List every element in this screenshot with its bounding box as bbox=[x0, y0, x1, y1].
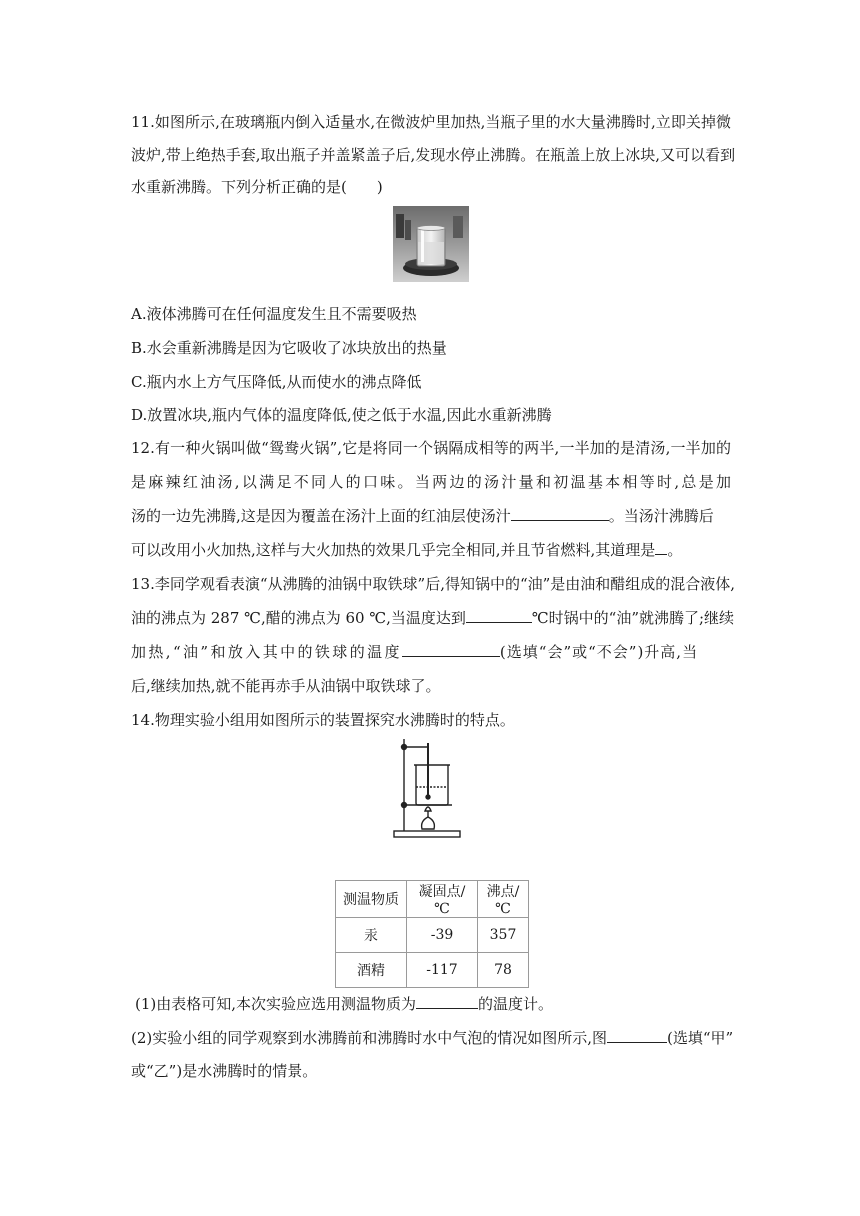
table-cell: -39 bbox=[407, 918, 478, 953]
q14-part-1-text-b: 的温度计。 bbox=[478, 995, 554, 1013]
q12-line-4-text-a: 可以改用小火加热,这样与大火加热的效果几乎完全相同,并且节省燃料,其道理是 bbox=[131, 541, 656, 559]
q12-answer-blank-1[interactable] bbox=[511, 506, 609, 521]
table-cell: 357 bbox=[478, 918, 529, 953]
q13-stem-line-3 bbox=[131, 642, 731, 662]
q13-line-3-text-b: (选填“会”或“不会”)升高,当 bbox=[499, 643, 699, 661]
q14-part-2-text-b: (选填“甲” bbox=[667, 1029, 734, 1047]
q14-part-2 bbox=[131, 1028, 734, 1048]
table-header-cell: 凝固点/℃ bbox=[407, 881, 478, 918]
q14-answer-blank-2[interactable] bbox=[607, 1028, 667, 1043]
q13-line-2-text-b: ℃时锅中的“油”就沸腾了;继续 bbox=[531, 609, 735, 627]
q14-part-1 bbox=[135, 994, 735, 1014]
q13-stem-line-2 bbox=[131, 608, 735, 628]
table-cell: -117 bbox=[407, 953, 478, 988]
q14-part-2-text-a: (2)实验小组的同学观察到水沸腾前和沸腾时水中气泡的情况如图所示,图 bbox=[131, 1029, 608, 1047]
q11-option-a: A.液体沸腾可在任何温度发生且不需要吸热 bbox=[131, 305, 417, 323]
q14-part-1-text-a: (1)由表格可知,本次实验应选用测温物质为 bbox=[135, 995, 417, 1013]
q14-answer-blank-1[interactable] bbox=[416, 994, 478, 1009]
table-row bbox=[336, 918, 529, 953]
table-header-row bbox=[336, 881, 529, 918]
table-cell: 汞 bbox=[336, 918, 407, 953]
q13-line-2-text-a: 油的沸点为 287 ℃,醋的沸点为 60 ℃,当温度达到 bbox=[131, 609, 466, 627]
thermometric-substance-table bbox=[335, 880, 529, 988]
q13-stem-line-1: 13.李同学观看表演“从沸腾的油锅中取铁球”后,得知锅中的“油”是由油和醋组成的混合液体, bbox=[131, 575, 736, 593]
table-cell: 酒精 bbox=[336, 953, 407, 988]
q12-line-4-text-b: 。 bbox=[667, 541, 683, 559]
q11-option-c: C.瓶内水上方气压降低,从而使水的沸点降低 bbox=[131, 373, 422, 391]
table-header-cell: 测温物质 bbox=[336, 881, 407, 918]
q14-part-2-continued: 或“乙”)是水沸腾时的情景。 bbox=[131, 1062, 318, 1080]
q13-answer-blank-2[interactable] bbox=[402, 642, 500, 657]
q12-line-3-text-b: 。当汤汁沸腾后 bbox=[608, 507, 714, 525]
table-cell: 78 bbox=[478, 953, 529, 988]
q14-stem-line-1: 14.物理实验小组用如图所示的装置探究水沸腾时的特点。 bbox=[131, 711, 515, 729]
q12-stem-line-2: 是麻辣红油汤,以满足不同人的口味。当两边的汤汁量和初温基本相等时,总是加 bbox=[131, 473, 731, 491]
q11-stem-line-2: 波炉,带上绝热手套,取出瓶子并盖紧盖子后,发现水停止沸腾。在瓶盖上放上冰块,又可以看到 bbox=[131, 146, 736, 164]
q11-option-b: B.水会重新沸腾是因为它吸收了冰块放出的热量 bbox=[131, 339, 447, 357]
table-row bbox=[336, 953, 529, 988]
table-header-cell: 沸点/℃ bbox=[478, 881, 529, 918]
q12-answer-blank-2[interactable] bbox=[655, 540, 667, 555]
q12-stem-line-3 bbox=[131, 506, 731, 526]
q13-answer-blank-1[interactable] bbox=[466, 608, 532, 623]
q11-stem-line-3: 水重新沸腾。下列分析正确的是( ) bbox=[131, 178, 383, 196]
q11-stem-line-1: 11.如图所示,在玻璃瓶内倒入适量水,在微波炉里加热,当瓶子里的水大量沸腾时,立即关掉微 bbox=[131, 113, 731, 131]
boiling-water-apparatus-figure bbox=[392, 737, 464, 839]
q13-line-3-text-a: 加热,“油”和放入其中的铁球的温度 bbox=[131, 643, 402, 661]
q13-stem-line-4: 后,继续加热,就不能再赤手从油锅中取铁球了。 bbox=[131, 677, 441, 695]
glass-bottle-on-heater-photo bbox=[393, 206, 469, 282]
q12-line-3-text-a: 汤的一边先沸腾,这是因为覆盖在汤汁上面的红油层使汤汁 bbox=[131, 507, 511, 525]
q12-stem-line-1: 12.有一种火锅叫做“鸳鸯火锅”,它是将同一个锅隔成相等的两半,一半加的是清汤,一半加的 bbox=[131, 439, 731, 457]
q11-option-d: D.放置冰块,瓶内气体的温度降低,使之低于水温,因此水重新沸腾 bbox=[131, 406, 552, 424]
q12-stem-line-4 bbox=[131, 540, 731, 560]
